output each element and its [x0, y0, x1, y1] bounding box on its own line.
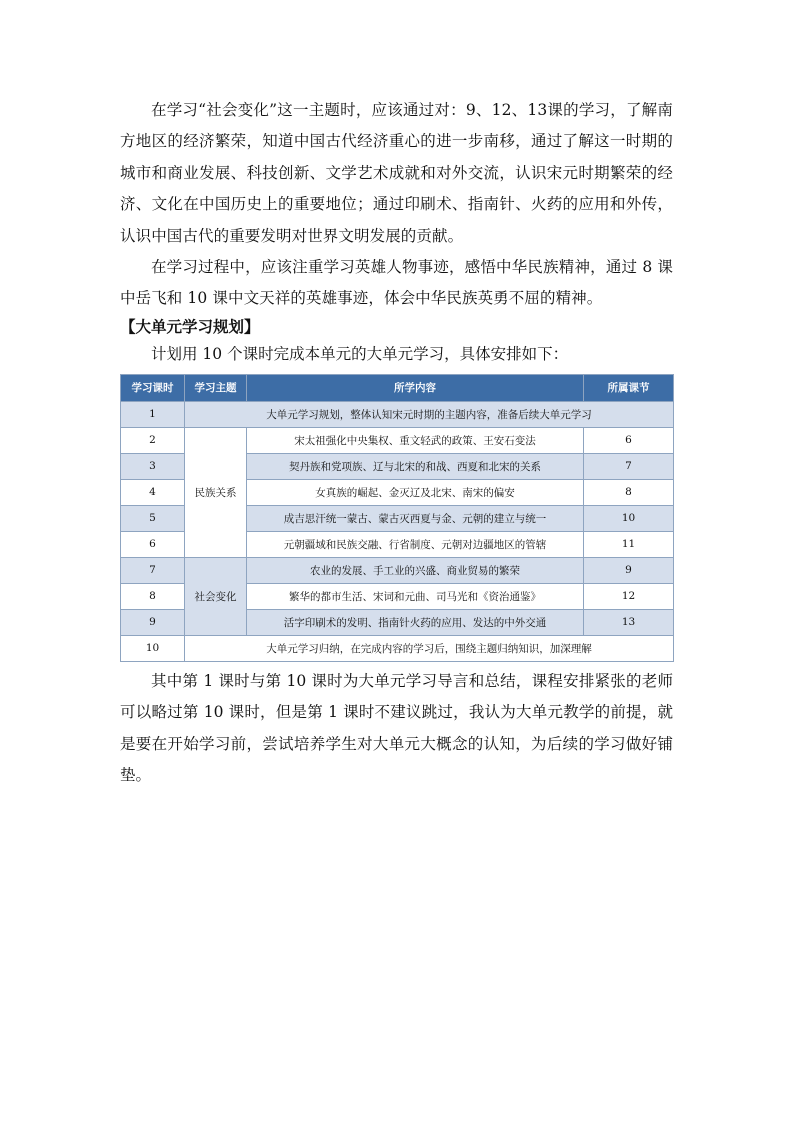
cell-period: 7: [121, 557, 185, 583]
cell-content: 契丹族和党项族、辽与北宋的和战、西夏和北宋的关系: [247, 453, 584, 479]
cell-content: 繁华的都市生活、宋词和元曲、司马光和《资治通鉴》: [247, 583, 584, 609]
paragraph-closing: 其中第 1 课时与第 10 课时为大单元学习导言和总结，课程安排紧张的老师可以略过第 10 课时，但是第 1 课时不建议跳过，我认为大单元教学的前提，就是要在开始学习前，尝试培养学生对大单元大概念的认知，为后续的学习做好铺垫。: [120, 671, 673, 785]
plan-intro: 计划用 10 个课时完成本单元的大单元学习，具体安排如下：: [151, 344, 569, 363]
cell-lesson: 8: [584, 479, 674, 505]
cell-period: 3: [121, 453, 185, 479]
cell-lesson: 12: [584, 583, 674, 609]
cell-content: 农业的发展、手工业的兴盛、商业贸易的繁荣: [247, 557, 584, 583]
header-lesson: 所属课节: [584, 374, 674, 401]
cell-content: 女真族的崛起、金灭辽及北宋、南宋的偏安: [247, 479, 584, 505]
table-row: [121, 427, 674, 453]
cell-period: 5: [121, 505, 185, 531]
cell-period: 6: [121, 531, 185, 557]
paragraph-social-change: 在学习“社会变化”这一主题时，应该通过对：9、12、13课的学习，了解南方地区的经济繁荣，知道中国古代经济重心的进一步南移，通过了解这一时期的城市和商业发展、科技创新、文学艺术成就和对外交流，认识宋元时期繁荣的经济、文化在中国历史上的重要地位；通过印刷术、指南针、火药的应用和外传，认识中国古代的重要发明对世界文明发展的贡献。: [120, 101, 673, 245]
cell-lesson: 13: [584, 609, 674, 635]
cell-period: 2: [121, 427, 185, 453]
cell-content: 宋太祖强化中央集权、重文轻武的政策、王安石变法: [247, 427, 584, 453]
table-row: [121, 401, 674, 427]
cell-lesson: 10: [584, 505, 674, 531]
paragraph-heroes: 在学习过程中，应该注重学习英雄人物事迹，感悟中华民族精神，通过 8 课中岳飞和 10 课中文天祥的英雄事迹，体会中华民族英勇不屈的精神。: [120, 258, 673, 308]
cell-theme-ethnic: 民族关系: [185, 427, 247, 557]
cell-period: 1: [121, 401, 185, 427]
cell-period: 4: [121, 479, 185, 505]
cell-period: 9: [121, 609, 185, 635]
unit-plan-table: [120, 374, 674, 662]
table-row: [121, 557, 674, 583]
header-theme: 学习主题: [185, 374, 247, 401]
header-period: 学习课时: [121, 374, 185, 401]
header-content: 所学内容: [247, 374, 584, 401]
table-header-row: [121, 374, 674, 401]
cell-lesson: 9: [584, 557, 674, 583]
cell-content: 元朝疆域和民族交融、行省制度、元朝对边疆地区的管辖: [247, 531, 584, 557]
cell-lesson: 6: [584, 427, 674, 453]
cell-period: 10: [121, 635, 185, 661]
cell-lesson: 11: [584, 531, 674, 557]
cell-theme-social: 社会变化: [185, 557, 247, 635]
cell-content: 成吉思汗统一蒙古、蒙古灭西夏与金、元朝的建立与统一: [247, 505, 584, 531]
cell-content: 大单元学习规划，整体认知宋元时期的主题内容，准备后续大单元学习: [185, 401, 674, 427]
cell-period: 8: [121, 583, 185, 609]
cell-lesson: 7: [584, 453, 674, 479]
cell-content: 活字印刷术的发明、指南针火药的应用、发达的中外交通: [247, 609, 584, 635]
section-heading: 【大单元学习规划】: [120, 317, 260, 336]
document-page: [120, 95, 673, 791]
table-row: [121, 635, 674, 661]
cell-content: 大单元学习归纳，在完成内容的学习后，围绕主题归纳知识，加深理解: [185, 635, 674, 661]
